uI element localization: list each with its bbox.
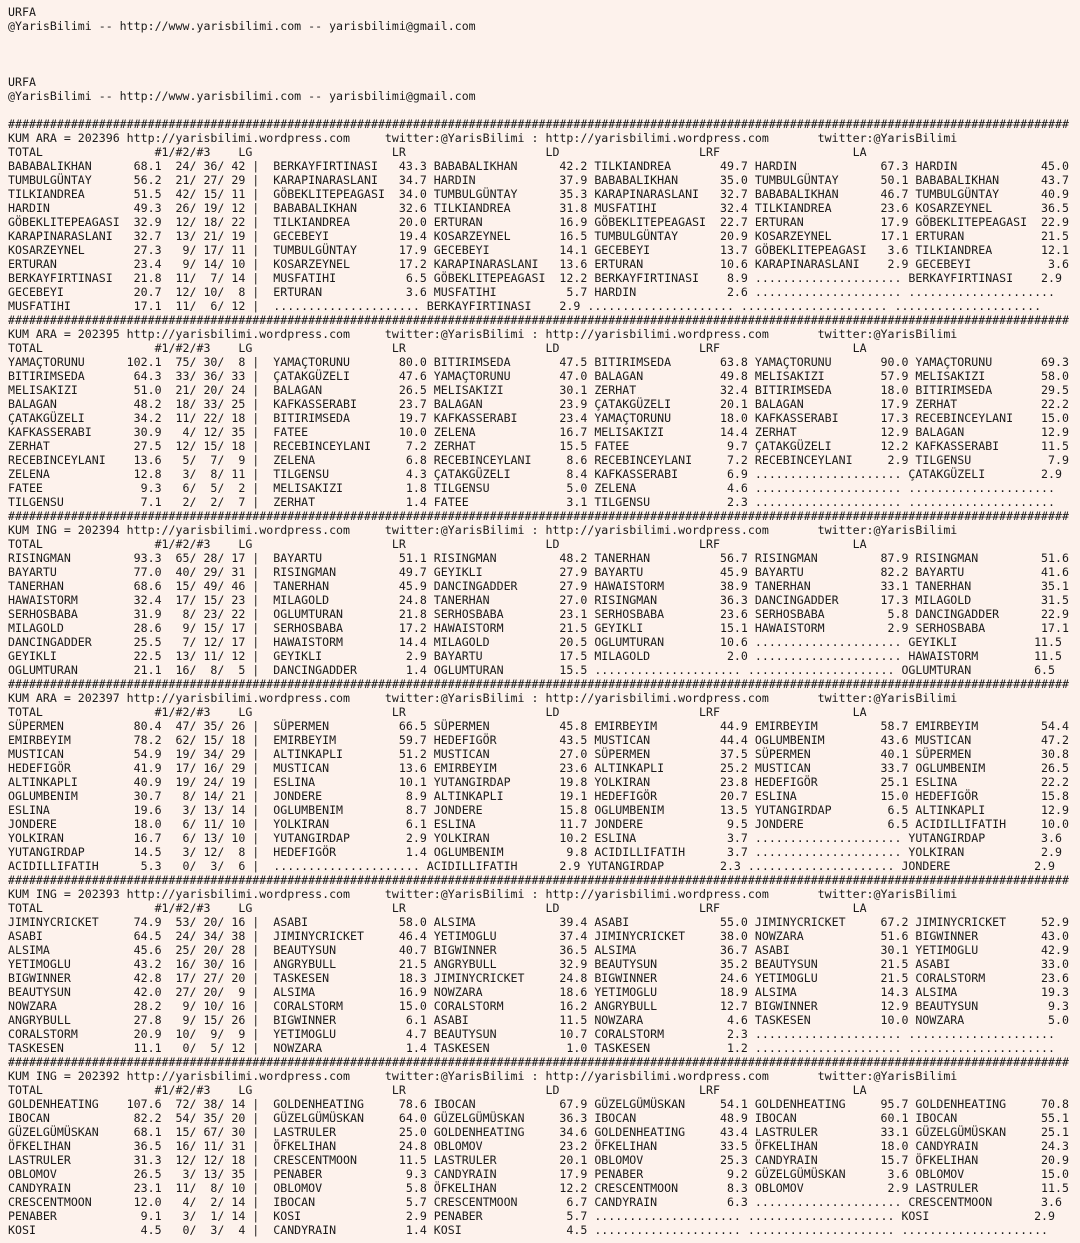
table-row: JONDERE 18.0 6/ 11/ 10 | YOLKIRAN 6.1 ESLINA 11.7 JONDERE 9.5 JONDERE 6.5 ACIDILLIFATIH 10.0 (8, 817, 1069, 831)
table-row: ALTINKAPLI 40.9 19/ 24/ 19 | ESLINA 10.1 YUTANGIRDAP 19.8 YOLKIRAN 23.8 HEDEFIGÖR 25.1 ESLINA 22.2 (8, 775, 1069, 789)
table-row: ÇATAKGÜZELI 34.2 11/ 22/ 18 | BITIRIMSEDA 19.7 KAFKASSERABI 23.4 YAMAÇTORUNU 18.0 KAFKASSERABI 17.3 RECEBINCEYLANI 15.0 (8, 411, 1069, 425)
table-row: GOLDENHEATING 107.6 72/ 38/ 14 | GOLDENHEATING 78.6 IBOCAN 67.9 GÜZELGÜMÜSKAN 54.1 GOLDENHEATING 95.7 GOLDENHEATING 70.8 (8, 1097, 1069, 1111)
race-header-line: KUM ING = 202393 http://yarisbilimi.wordpress.com twitter:@YarisBilimi : http://yarisbilimi.wordpress.com twitter:@YarisBilimi (8, 887, 958, 901)
table-row: CRESCENTMOON 12.0 4/ 2/ 14 | IBOCAN 5.7 CRESCENTMOON 6.7 CANDYRAIN 6.3 ..................... CRESCENTMOON 3.6 (8, 1195, 1062, 1209)
table-row: KAFKASSERABI 30.9 4/ 12/ 35 | FATEE 10.0 ZELENA 16.7 MELISAKIZI 14.4 ZERHAT 12.9 BALAGAN 12.9 (8, 425, 1069, 439)
separator-line: ######################################################################################################################################################## (8, 117, 1069, 131)
table-row: FATEE 9.3 6/ 5/ 2 | MELISAKIZI 1.8 TILGENSU 5.0 ZELENA 4.6 ..................... ..................... (8, 481, 1056, 495)
table-row: MILAGOLD 28.6 9/ 15/ 17 | SERHOSBABA 17.2 HAWAISTORM 21.5 GEYIKLI 15.1 HAWAISTORM 2.9 SERHOSBABA 17.1 (8, 621, 1069, 635)
table-row: JIMINYCRICKET 74.9 53/ 20/ 16 | ASABI 58.0 ALSIMA 39.4 ASABI 55.0 JIMINYCRICKET 67.2 JIMINYCRICKET 52.9 (8, 915, 1069, 929)
table-row: BERKAYFIRTINASI 21.8 11/ 7/ 14 | MUSFATIHI 6.5 GÖBEKLITEPEAGASI 12.2 BERKAYFIRTINASI 8.9 ..................... BERKAYFIRTINASI 2.9 (8, 271, 1062, 285)
table-row: GEYIKLI 22.5 13/ 11/ 12 | GEYIKLI 2.9 BAYARTU 17.5 MILAGOLD 2.0 ..................... HAWAISTORM 11.5 (8, 649, 1062, 663)
race-header-line: KUM ARA = 202395 http://yarisbilimi.wordpress.com twitter:@YarisBilimi : http://yarisbilimi.wordpress.com twitter:@YarisBilimi (8, 327, 958, 341)
separator-line: ######################################################################################################################################################## (8, 509, 1069, 523)
table-row: YETIMOGLU 43.2 16/ 30/ 16 | ANGRYBULL 21.5 ANGRYBULL 32.9 BEAUTYSUN 35.2 BEAUTYSUN 21.5 ASABI 33.0 (8, 957, 1069, 971)
separator-line: ######################################################################################################################################################## (8, 313, 1069, 327)
table-row: ÖFKELIHAN 36.5 16/ 11/ 31 | ÖFKELIHAN 24.8 OBLOMOV 23.2 ÖFKELIHAN 33.5 ÖFKELIHAN 18.0 CANDYRAIN 24.3 (8, 1139, 1069, 1153)
table-row: ERTURAN 23.4 9/ 14/ 10 | KOSARZEYNEL 17.2 KARAPINARASLANI 13.6 ERTURAN 10.6 KARAPINARASLANI 2.9 GECEBEYI 3.6 (8, 257, 1069, 271)
table-row: LASTRULER 31.3 12/ 12/ 18 | CRESCENTMOON 11.5 LASTRULER 20.1 OBLOMOV 25.3 CANDYRAIN 15.7 ÖFKELIHAN 20.9 (8, 1153, 1069, 1167)
table-row: ZELENA 12.8 3/ 8/ 11 | TILGENSU 4.3 ÇATAKGÜZELI 8.4 KAFKASSERABI 6.9 ..................... ÇATAKGÜZELI 2.9 (8, 467, 1062, 481)
table-row: TASKESEN 11.1 0/ 5/ 12 | NOWZARA 1.4 TASKESEN 1.0 TASKESEN 1.2 ..................... ..................... (8, 1041, 1056, 1055)
table-row: CORALSTORM 20.9 10/ 9/ 9 | YETIMOGLU 4.7 BEAUTYSUN 10.7 CORALSTORM 2.3 ..................... ..................... (8, 1027, 1056, 1041)
table-row: RISINGMAN 93.3 65/ 28/ 17 | BAYARTU 51.1 RISINGMAN 48.2 TANERHAN 56.7 RISINGMAN 87.9 RISINGMAN 51.6 (8, 551, 1069, 565)
blank-line (8, 61, 1080, 75)
table-row: ESLINA 19.6 3/ 13/ 14 | OGLUMBENIM 8.7 JONDERE 15.8 OGLUMBENIM 13.5 YUTANGIRDAP 6.5 ALTINKAPLI 12.9 (8, 803, 1069, 817)
table-row: SERHOSBABA 31.9 8/ 23/ 22 | OGLUMTURAN 21.8 SERHOSBABA 23.1 SERHOSBABA 23.6 SERHOSBABA 5.8 DANCINGADDER 22.9 (8, 607, 1069, 621)
table-row: ANGRYBULL 27.8 9/ 15/ 26 | BIGWINNER 6.1 ASABI 11.5 NOWZARA 4.6 TASKESEN 10.0 NOWZARA 5.0 (8, 1013, 1069, 1027)
table-row: EMIRBEYIM 78.2 62/ 15/ 18 | EMIRBEYIM 59.7 HEDEFIGÖR 43.5 MUSTICAN 44.4 OGLUMBENIM 43.6 MUSTICAN 47.2 (8, 733, 1069, 747)
location-title: URFA (8, 5, 36, 19)
column-header-line: TOTAL #1/#2/#3 LG LR LD LRF LA (8, 705, 867, 719)
separator-line: ######################################################################################################################################################## (8, 1055, 1069, 1069)
column-header-line: TOTAL #1/#2/#3 LG LR LD LRF LA (8, 145, 867, 159)
table-row: BEAUTYSUN 42.0 27/ 20/ 9 | ALSIMA 16.9 NOWZARA 18.6 YETIMOGLU 18.9 ALSIMA 14.3 ALSIMA 19.3 (8, 985, 1069, 999)
table-row: BIGWINNER 42.8 17/ 27/ 20 | TASKESEN 18.3 JIMINYCRICKET 24.8 BIGWINNER 24.6 YETIMOGLU 21.5 CORALSTORM 23.6 (8, 971, 1069, 985)
race-header-line: KUM ING = 202392 http://yarisbilimi.wordpress.com twitter:@YarisBilimi : http://yarisbilimi.wordpress.com twitter:@YarisBilimi (8, 1069, 958, 1083)
table-row: KOSARZEYNEL 27.3 9/ 17/ 11 | TUMBULGÜNTAY 17.9 GECEBEYI 14.1 GECEBEYI 13.7 GÖBEKLITEPEAGASI 3.6 TILKIANDREA 12.1 (8, 243, 1069, 257)
table-row: KARAPINARASLANI 32.7 13/ 21/ 19 | GECEBEYI 19.4 KOSARZEYNEL 16.5 TUMBULGÜNTAY 20.9 KOSARZEYNEL 17.1 ERTURAN 21.5 (8, 229, 1069, 243)
table-row: YOLKIRAN 16.7 6/ 13/ 10 | YUTANGIRDAP 2.9 YOLKIRAN 10.2 ESLINA 3.7 ..................... YUTANGIRDAP 3.6 (8, 831, 1062, 845)
table-row: MUSFATIHI 17.1 11/ 6/ 12 | ..................... BERKAYFIRTINASI 2.9 ..................... ..................... ..................... (8, 299, 1042, 313)
table-row: DANCINGADDER 25.5 7/ 12/ 17 | HAWAISTORM 14.4 MILAGOLD 20.5 OGLUMTURAN 10.6 ..................... GEYIKLI 11.5 (8, 635, 1062, 649)
table-row: GÜZELGÜMÜSKAN 68.1 15/ 67/ 30 | LASTRULER 25.0 GOLDENHEATING 34.6 GOLDENHEATING 43.4 LASTRULER 33.1 GÜZELGÜMÜSKAN 25.1 (8, 1125, 1069, 1139)
column-header-line: TOTAL #1/#2/#3 LG LR LD LRF LA (8, 341, 867, 355)
column-header-line: TOTAL #1/#2/#3 LG LR LD LRF LA (8, 537, 867, 551)
table-row: NOWZARA 28.2 9/ 10/ 16 | CORALSTORM 15.0 CORALSTORM 16.2 ANGRYBULL 12.7 BIGWINNER 12.9 BEAUTYSUN 9.3 (8, 999, 1069, 1013)
table-row: PENABER 9.1 3/ 1/ 14 | KOSI 2.9 PENABER 5.7 ..................... ..................... KOSI 2.9 (8, 1209, 1056, 1223)
table-row: KOSI 4.5 0/ 3/ 4 | CANDYRAIN 1.4 KOSI 4.5 ..................... ..................... ..................... (8, 1223, 1049, 1237)
table-row: RECEBINCEYLANI 13.6 5/ 7/ 9 | ZELENA 6.8 RECEBINCEYLANI 8.6 RECEBINCEYLANI 7.2 RECEBINCEYLANI 2.9 TILGENSU 7.9 (8, 453, 1069, 467)
table-row: HEDEFIGÖR 41.9 17/ 16/ 29 | MUSTICAN 13.6 EMIRBEYIM 23.6 ALTINKAPLI 25.2 MUSTICAN 33.7 OGLUMBENIM 26.5 (8, 761, 1069, 775)
table-row: BALAGAN 48.2 18/ 33/ 25 | KAFKASSERABI 23.7 BALAGAN 23.9 ÇATAKGÜZELI 20.1 BALAGAN 17.9 ZERHAT 22.2 (8, 397, 1069, 411)
table-row: CANDYRAIN 23.1 11/ 8/ 10 | OBLOMOV 5.8 ÖFKELIHAN 12.2 CRESCENTMOON 8.3 OBLOMOV 2.9 LASTRULER 11.5 (8, 1181, 1069, 1195)
table-row: HAWAISTORM 32.4 17/ 15/ 23 | MILAGOLD 24.8 TANERHAN 27.0 RISINGMAN 36.3 DANCINGADDER 17.3 MILAGOLD 31.5 (8, 593, 1069, 607)
table-row: YUTANGIRDAP 14.5 3/ 12/ 8 | HEDEFIGÖR 1.4 OGLUMBENIM 9.8 ACIDILLIFATIH 3.7 ..................... YOLKIRAN 2.9 (8, 845, 1062, 859)
table-row: ASABI 64.5 24/ 34/ 38 | JIMINYCRICKET 46.4 YETIMOGLU 37.4 JIMINYCRICKET 38.0 NOWZARA 51.6 BIGWINNER 43.0 (8, 929, 1069, 943)
contact-line: @YarisBilimi -- http://www.yarisbilimi.com -- yarisbilimi@gmail.com (8, 89, 476, 103)
table-row: MELISAKIZI 51.0 21/ 20/ 24 | BALAGAN 26.5 MELISAKIZI 30.1 ZERHAT 32.4 BITIRIMSEDA 18.0 BITIRIMSEDA 29.5 (8, 383, 1069, 397)
table-row: HARDIN 49.3 26/ 19/ 12 | BABABALIKHAN 32.6 TILKIANDREA 31.8 MUSFATIHI 32.4 TILKIANDREA 23.6 KOSARZEYNEL 36.5 (8, 201, 1069, 215)
table-row: YAMAÇTORUNU 102.1 75/ 30/ 8 | YAMAÇTORUNU 80.0 BITIRIMSEDA 47.5 BITIRIMSEDA 63.8 YAMAÇTORUNU 90.0 YAMAÇTORUNU 69.3 (8, 355, 1069, 369)
contact-line: @YarisBilimi -- http://www.yarisbilimi.com -- yarisbilimi@gmail.com (8, 19, 476, 33)
table-row: TILKIANDREA 51.5 42/ 15/ 11 | GÖBEKLITEPEAGASI 34.0 TUMBULGÜNTAY 35.3 KARAPINARASLANI 32.7 BABABALIKHAN 46.7 TUMBULGÜNTAY 40.9 (8, 187, 1069, 201)
table-row: MUSTICAN 54.9 19/ 34/ 29 | ALTINKAPLI 51.2 MUSTICAN 27.0 SÜPERMEN 37.5 SÜPERMEN 40.1 SÜPERMEN 30.8 (8, 747, 1069, 761)
table-row: ALSIMA 45.6 25/ 20/ 28 | BEAUTYSUN 40.7 BIGWINNER 36.5 ALSIMA 36.7 ASABI 30.1 YETIMOGLU 42.9 (8, 943, 1069, 957)
separator-line: ######################################################################################################################################################## (8, 677, 1069, 691)
race-header-line: KUM ARA = 202396 http://yarisbilimi.wordpress.com twitter:@YarisBilimi : http://yarisbilimi.wordpress.com twitter:@YarisBilimi (8, 131, 958, 145)
blank-line (8, 33, 1080, 47)
table-row: GÖBEKLITEPEAGASI 32.9 12/ 18/ 22 | TILKIANDREA 20.0 ERTURAN 16.9 GÖBEKLITEPEAGASI 22.7 ERTURAN 17.9 GÖBEKLITEPEAGASI 22.9 (8, 215, 1069, 229)
table-row: ZERHAT 27.5 12/ 15/ 18 | RECEBINCEYLANI 7.2 ZERHAT 15.5 FATEE 9.7 ÇATAKGÜZELI 12.2 KAFKASSERABI 11.5 (8, 439, 1069, 453)
table-row: OGLUMTURAN 21.1 16/ 8/ 5 | DANCINGADDER 1.4 OGLUMTURAN 15.5 ..................... ..................... OGLUMTURAN 6.5 (8, 663, 1056, 677)
table-row: OBLOMOV 26.5 3/ 13/ 35 | PENABER 9.3 CANDYRAIN 17.9 PENABER 9.2 GÜZELGÜMÜSKAN 3.6 OBLOMOV 15.0 (8, 1167, 1069, 1181)
location-title: URFA (8, 75, 36, 89)
blank-line (8, 103, 1080, 117)
table-row: TILGENSU 7.1 2/ 2/ 7 | ZERHAT 1.4 FATEE 3.1 TILGENSU 2.3 ..................... ..................... (8, 495, 1056, 509)
table-row: BITIRIMSEDA 64.3 33/ 36/ 33 | ÇATAKGÜZELI 47.6 YAMAÇTORUNU 47.0 BALAGAN 49.8 MELISAKIZI 57.9 MELISAKIZI 58.0 (8, 369, 1069, 383)
table-row: TUMBULGÜNTAY 56.2 21/ 27/ 29 | KARAPINARASLANI 34.7 HARDIN 37.9 BABABALIKHAN 35.0 TUMBULGÜNTAY 50.1 BABABALIKHAN 43.7 (8, 173, 1069, 187)
blank-line (8, 47, 1080, 61)
race-header-line: KUM ARA = 202397 http://yarisbilimi.wordpress.com twitter:@YarisBilimi : http://yarisbilimi.wordpress.com twitter:@YarisBilimi (8, 691, 958, 705)
race-header-line: KUM ING = 202394 http://yarisbilimi.wordpress.com twitter:@YarisBilimi : http://yarisbilimi.wordpress.com twitter:@YarisBilimi (8, 523, 958, 537)
table-row: ACIDILLIFATIH 5.3 0/ 3/ 6 | ..................... ACIDILLIFATIH 2.9 YUTANGIRDAP 2.3 ..................... JONDERE 2.9 (8, 859, 1056, 873)
separator-line: ######################################################################################################################################################## (8, 873, 1069, 887)
table-row: OGLUMBENIM 30.7 8/ 14/ 21 | JONDERE 8.9 ALTINKAPLI 19.1 HEDEFIGÖR 20.7 ESLINA 15.0 HEDEFIGÖR 15.8 (8, 789, 1069, 803)
table-row: TANERHAN 68.6 15/ 49/ 46 | TANERHAN 45.9 DANCINGADDER 27.9 HAWAISTORM 38.9 TANERHAN 33.1 TANERHAN 35.1 (8, 579, 1069, 593)
column-header-line: TOTAL #1/#2/#3 LG LR LD LRF LA (8, 1083, 867, 1097)
table-row: GECEBEYI 20.7 12/ 10/ 8 | ERTURAN 3.6 MUSFATIHI 5.7 HARDIN 2.6 ..................... ..................... (8, 285, 1056, 299)
table-row: SÜPERMEN 80.4 47/ 35/ 26 | SÜPERMEN 66.5 SÜPERMEN 45.8 EMIRBEYIM 44.9 EMIRBEYIM 58.7 EMIRBEYIM 54.4 (8, 719, 1069, 733)
table-row: BAYARTU 77.0 40/ 29/ 31 | RISINGMAN 49.7 GEYIKLI 27.9 BAYARTU 45.9 BAYARTU 82.2 BAYARTU 41.6 (8, 565, 1069, 579)
table-row: BABABALIKHAN 68.1 24/ 36/ 42 | BERKAYFIRTINASI 43.3 BABABALIKHAN 42.2 TILKIANDREA 49.7 HARDIN 67.3 HARDIN 45.0 (8, 159, 1069, 173)
table-row: IBOCAN 82.2 54/ 35/ 20 | GÜZELGÜMÜSKAN 64.0 GÜZELGÜMÜSKAN 36.3 IBOCAN 48.9 IBOCAN 60.1 IBOCAN 55.1 (8, 1111, 1069, 1125)
column-header-line: TOTAL #1/#2/#3 LG LR LD LRF LA (8, 901, 867, 915)
